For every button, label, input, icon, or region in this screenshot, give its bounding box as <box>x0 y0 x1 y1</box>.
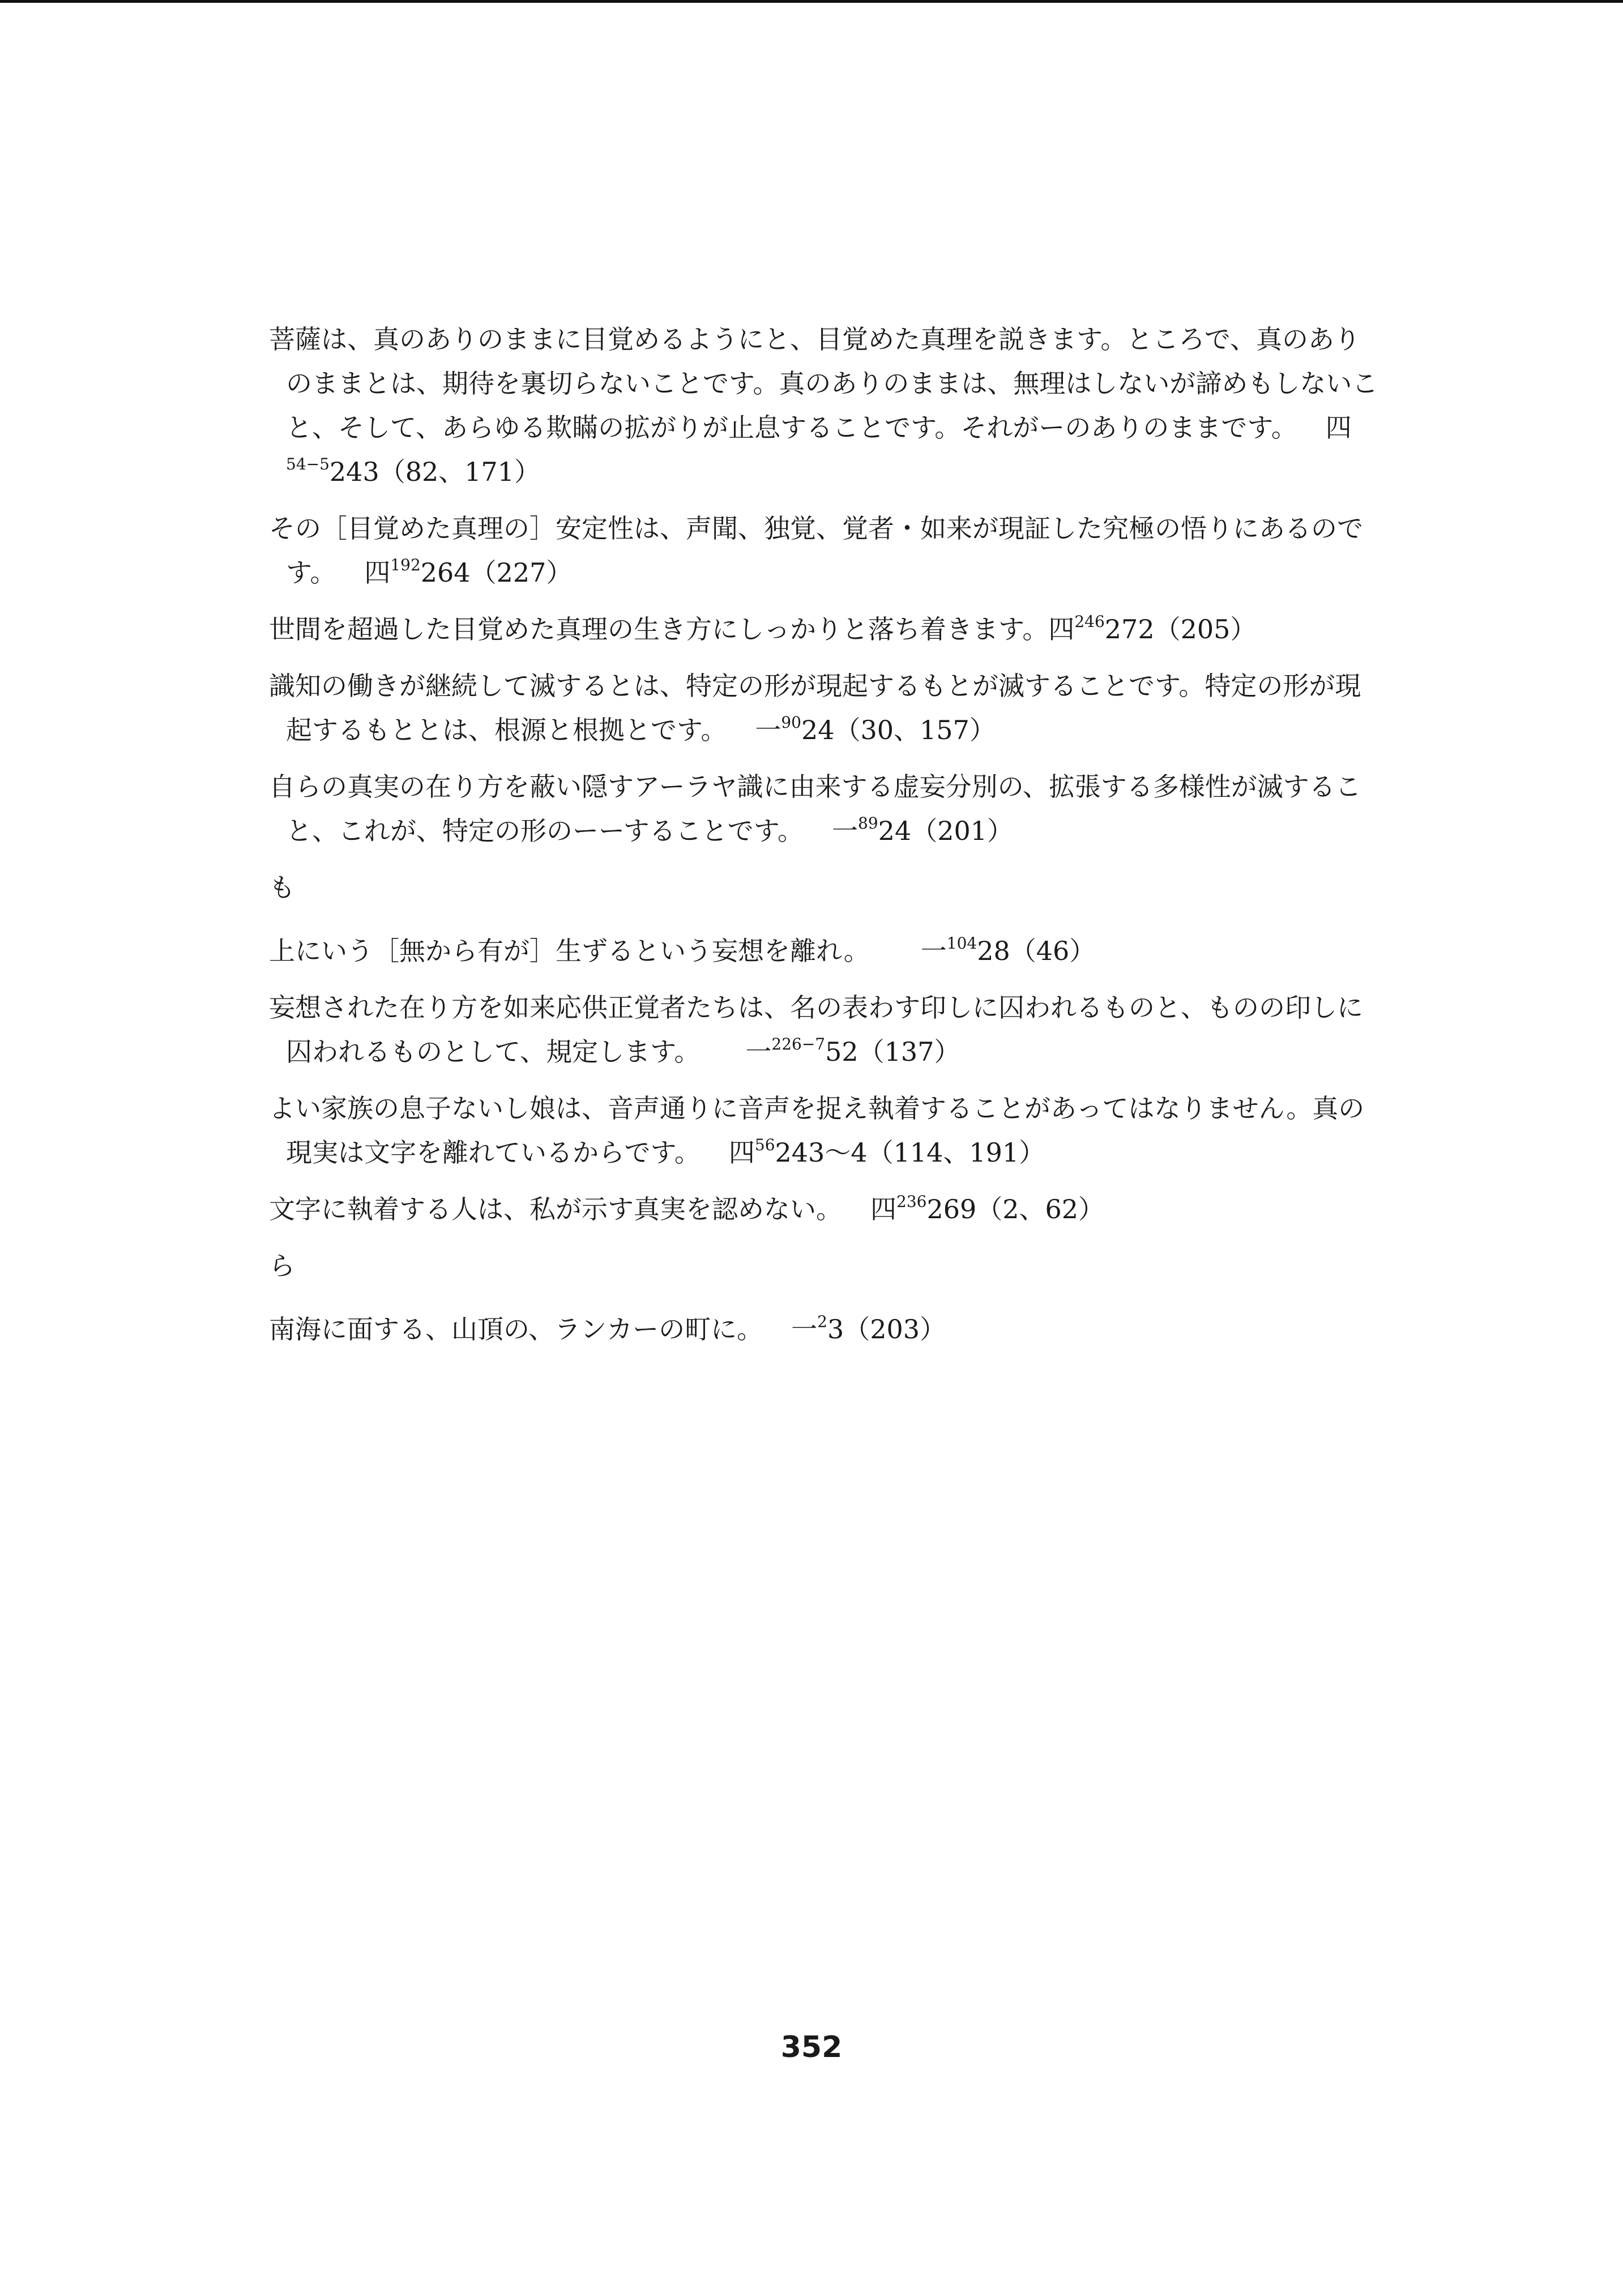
glossary-content <box>269 317 1379 1364</box>
entry-reference: 一$^{226-7}$52（137） <box>745 1035 960 1067</box>
glossary-entry <box>269 607 1379 651</box>
entry-text: 妄想された在り方を如来応供正覚者たちは、名の表わす印しに囚われるものと、ものの印しに囚われるものとして、規定します。 <box>269 992 1363 1067</box>
entry-reference: 四$^{246}$272（205） <box>1048 612 1257 645</box>
entry-text: よい家族の息子ないし娘は、音声通りに音声を捉え執着することがあってはなりません。真の現実は文字を離れているからです。 <box>269 1093 1365 1168</box>
glossary-entry <box>269 1307 1379 1351</box>
glossary-entry <box>269 506 1379 595</box>
page-number: 352 <box>780 2030 843 2064</box>
entry-text: 南海に面する、山頂の、ランカーの町に。 <box>269 1314 763 1345</box>
glossary-entry <box>269 765 1379 853</box>
entry-group-b <box>269 929 1379 1231</box>
entry-text: 世間を超過した目覚めた真理の生き方にしっかりと落ち着きます。 <box>269 614 1049 645</box>
glossary-entry <box>269 664 1379 752</box>
kana-section-heading-mo: も <box>269 872 295 903</box>
glossary-entry <box>269 1187 1379 1231</box>
entry-text: その［目覚めた真理の］安定性は、声聞、独覚、覚者・如来が現証した究極の悟りにあるのです。 <box>269 513 1363 588</box>
entry-text: 識知の働きが継続して滅するとは、特定の形が現起するもとが滅することです。特定の形が現起するもととは、根源と根拠とです。 <box>269 671 1361 745</box>
entry-reference: 四$^{54-5}$243（82、171） <box>286 412 1352 487</box>
entry-text: 自らの真実の在り方を蔽い隠すアーラヤ識に由来する虚妄分別の、拡張する多様性が滅すること、これが、特定の形のーーすることです。 <box>269 771 1361 846</box>
entry-text: 上にいう［無から有が］生ずるという妄想を離れ。 <box>269 936 870 966</box>
entry-reference: 一$^{104}$28（46） <box>920 934 1096 966</box>
glossary-entry <box>269 1086 1379 1175</box>
glossary-entry <box>269 985 1379 1074</box>
entry-text: 菩薩は、真のありのままに目覚めるようにと、目覚めた真理を説きます。ところで、真のありのままとは、期待を裏切らないことです。真のありのままは、無理はしないが諦めもしないこと、そして、あらゆる欺瞞の拡がりが止息することです。それがーのありのままです。 <box>269 324 1378 443</box>
entry-text: 文字に執着する人は、私が示す真実を認めない。 <box>269 1194 842 1224</box>
entry-reference: 一$^{90}$24（30、157） <box>755 713 996 745</box>
entry-reference: 四$^{236}$269（2、62） <box>870 1192 1105 1224</box>
entry-reference: 四$^{56}$243〜4（114、191） <box>728 1136 1045 1168</box>
top-border-rule <box>0 0 1623 3</box>
glossary-entry <box>269 317 1379 494</box>
entry-group-a <box>269 317 1379 853</box>
entry-reference: 一$^2$3（203） <box>791 1312 946 1345</box>
entry-reference: 一$^{89}$24（201） <box>832 814 1014 846</box>
kana-section-heading-ra: ら <box>269 1251 295 1281</box>
entry-reference: 四$^{192}$264（227） <box>364 556 573 588</box>
entry-group-c <box>269 1307 1379 1351</box>
glossary-entry <box>269 929 1379 973</box>
